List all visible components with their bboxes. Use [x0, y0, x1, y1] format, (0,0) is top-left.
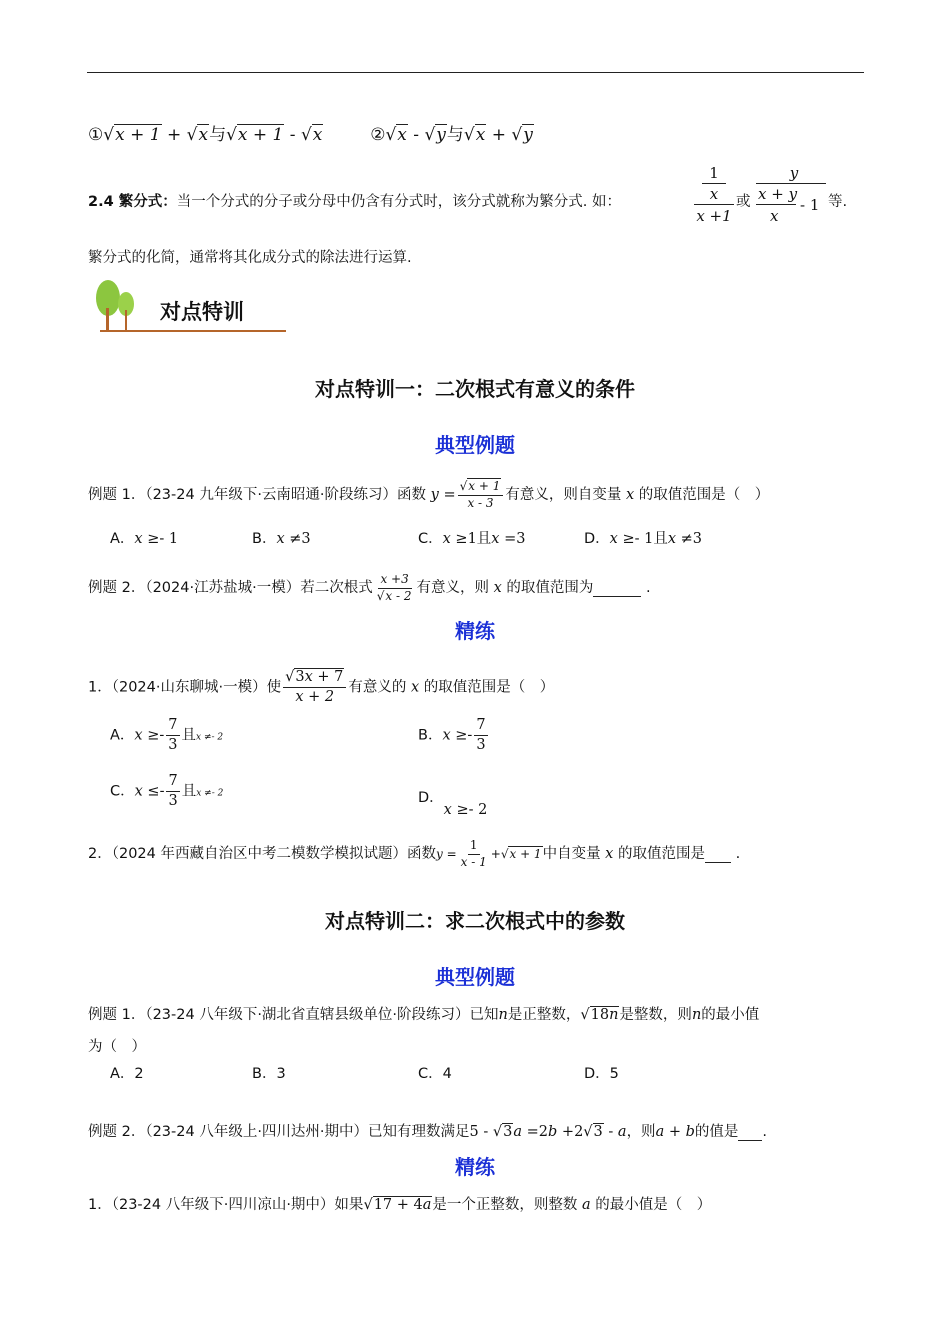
- complex-fraction-example-2: y x + y x - 1: [752, 163, 826, 227]
- section2-ex1-option-d[interactable]: D．5: [584, 1066, 619, 1082]
- section1-practice2: 2．（2024 年西藏自治区中考二模数学模拟试题）函数y = $\frac{1}{x - 1}$ +√x + 1中自变量 x 的取值范围是 .: [88, 838, 741, 869]
- section1-title: 对点特训一：二次根式有意义的条件: [315, 377, 635, 401]
- section2-title: 对点特训二：求二次根式中的参数: [325, 909, 625, 933]
- answer-blank[interactable]: [738, 1124, 762, 1141]
- section2-ex1-option-c[interactable]: C．4: [418, 1066, 452, 1082]
- section-label: 2.4 繁分式：: [88, 194, 177, 210]
- top-items-line: ①√x + 1 + √x与√x + 1 - √x ②√x - √y与√x + √y: [88, 125, 533, 145]
- section1-p1-option-b[interactable]: B．x ≥- $\frac{7}{3}$: [418, 717, 486, 753]
- section1-ex1-option-b[interactable]: B．x ≠3: [252, 531, 311, 547]
- section1-p1-option-c[interactable]: C．x ≤- $\frac{7}{3}$ 且x ≠- 2: [110, 773, 224, 809]
- section1-practice-heading: 精练: [455, 619, 495, 643]
- item2-number: ②: [370, 125, 386, 145]
- section2-typical-heading: 典型例题: [435, 965, 515, 989]
- section1-ex1-option-c[interactable]: C．x ≥1且x =3: [418, 531, 526, 547]
- section1-ex1-option-d[interactable]: D．x ≥- 1且x ≠3: [584, 531, 703, 547]
- complex-fraction-note: 繁分式的化简，通常将其化成分式的除法进行运算.: [88, 250, 412, 266]
- complex-fraction-example-1: 1 x x +1: [694, 163, 734, 227]
- section1-example2: 例题 2．（2024·江苏盐城·一模）若二次根式 $\frac{x +3}{√x - 2}$ 有意义，则 x 的取值范围为 .: [88, 572, 651, 603]
- section1-example1: 例题 1．（23-24 九年级下·云南昭通·阶段练习）函数 y = $\frac{√x + 1}{x - 3}$ 有意义，则自变量 x 的取值范围是（ ）: [88, 479, 770, 510]
- section1-p1-option-d[interactable]: D．x ≥- 2: [418, 790, 488, 818]
- section1-ex1-option-a[interactable]: A．x ≥- 1: [110, 531, 179, 547]
- section2-ex1-option-b[interactable]: B．3: [252, 1066, 286, 1082]
- section2-example1: 例题 1．（23-24 八年级下·湖北省直辖县级单位·阶段练习）已知n是正整数，√18n是整数，则n的最小值: [88, 1007, 760, 1023]
- section2-practice1: 1．（23-24 八年级下·四川凉山·期中）如果√17 + 4a是一个正整数，则整数 a 的最小值是（ ）: [88, 1197, 712, 1213]
- section2-practice-heading: 精练: [455, 1155, 495, 1179]
- complex-fraction-definition: 2.4 繁分式：当一个分式的分子或分母中仍含有分式时，该分式就称为繁分式. 如：: [88, 194, 621, 210]
- section1-typical-heading: 典型例题: [435, 433, 515, 457]
- answer-blank[interactable]: [593, 580, 641, 597]
- section2-example2: 例题 2．（23-24 八年级上·四川达州·期中）已知有理数满足5 - √3a =2b +2√3 - a，则a + b的值是 .: [88, 1124, 767, 1140]
- badge-title: 对点特训: [160, 300, 244, 324]
- answer-blank[interactable]: [705, 846, 731, 863]
- training-badge: [90, 278, 290, 334]
- section1-p1-option-a[interactable]: A．x ≥- $\frac{7}{3}$ 且x ≠- 2: [110, 717, 224, 753]
- section2-ex1-option-a[interactable]: A．2: [110, 1066, 144, 1082]
- item1-number: ①: [88, 125, 104, 145]
- section1-practice1: 1．（2024·山东聊城·一模）使 $\frac{√3x + 7}{x + 2}$ 有意义的 x 的取值范围是（ ）: [88, 669, 555, 705]
- header-rule: [87, 72, 864, 73]
